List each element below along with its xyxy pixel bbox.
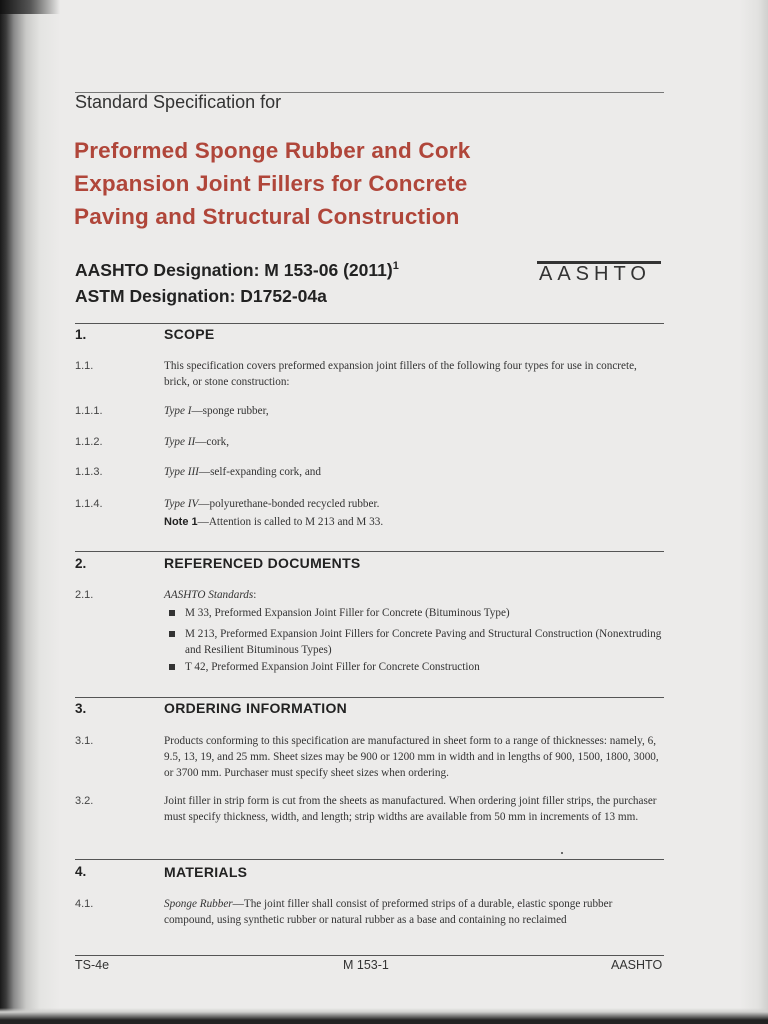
para-3-2-number: 3.2. bbox=[75, 795, 94, 807]
footnote-mark: 1 bbox=[392, 260, 399, 272]
section-4-number: 4. bbox=[75, 864, 87, 879]
section-rule bbox=[75, 697, 664, 698]
para-2-1-number: 2.1. bbox=[75, 589, 94, 601]
section-2-title: REFERENCED DOCUMENTS bbox=[164, 555, 361, 571]
para-1-1-2-text: Type II—cork, bbox=[164, 436, 230, 448]
para-1-1-1-text: Type I—sponge rubber, bbox=[164, 405, 269, 417]
section-rule bbox=[75, 859, 664, 860]
para-3-2-text: Joint filler in strip form is cut from the sheets as manufactured. When ordering joint filler strips, the purchaser must specify thickness, width, and length; strip widths are available from 50 mm in increments of 13 mm. bbox=[164, 795, 657, 823]
footer-rule bbox=[75, 955, 664, 956]
section-1-title: SCOPE bbox=[164, 326, 215, 342]
para-1-1-text: This specification covers preformed expansion joint fillers of the following four types for use in concrete, brick, or stone construction: bbox=[164, 360, 637, 388]
para-3-1-text: Products conforming to this specification are manufactured in sheet form to a range of thicknesses: namely, 6, 9.5, 13, 19, and 25 mm. Sheet sizes may be 900 or 1200 mm in width and in lengths of 900, 1500, 1800, 3000, or 3700 mm. Purchaser must specify sheet sizes when ordering. bbox=[164, 735, 659, 779]
title-line-3: Paving and Structural Construction bbox=[74, 204, 460, 229]
para-4-1-number: 4.1. bbox=[75, 898, 94, 910]
bullet-square-icon bbox=[169, 664, 175, 670]
logo-text: AASHTO bbox=[539, 263, 651, 285]
aashto-logo bbox=[537, 261, 661, 287]
document-title bbox=[74, 134, 634, 233]
bullet-square-icon bbox=[169, 631, 175, 637]
footer-left: TS-4e bbox=[75, 958, 110, 972]
para-4-1-text: Sponge Rubber—The joint filler shall consist of preformed strips of a durable, elastic sponge rubber compound, using synthetic rubber or natural rubber as a base and containing no reclaimed bbox=[164, 898, 613, 926]
title-line-2: Expansion Joint Fillers for Concrete bbox=[74, 171, 468, 196]
para-1-1-number: 1.1. bbox=[75, 360, 94, 372]
section-3-number: 3. bbox=[75, 701, 87, 716]
section-4-title: MATERIALS bbox=[164, 864, 248, 880]
para-1-1-3-number: 1.1.3. bbox=[75, 466, 103, 478]
spec-kicker: Standard Specification for bbox=[75, 92, 282, 112]
aashto-designation: AASHTO Designation: M 153-06 $(2011)^1$ bbox=[75, 260, 399, 280]
para-1-1-4-number: 1.1.4. bbox=[75, 498, 103, 510]
section-rule bbox=[75, 551, 664, 552]
bullet-square-icon bbox=[169, 610, 175, 616]
footer-page-number: M 153-1 bbox=[343, 958, 389, 972]
para-1-1-4-text: Type IV—polyurethane-bonded recycled rubber. bbox=[164, 498, 380, 510]
scan-shadow-bottom bbox=[0, 1008, 768, 1024]
scan-speck bbox=[561, 852, 563, 854]
para-1-1-3-text: Type III—self-expanding cork, and bbox=[164, 466, 321, 478]
section-3-title: ORDERING INFORMATION bbox=[164, 700, 348, 716]
section-2-number: 2. bbox=[75, 556, 87, 571]
section-rule bbox=[75, 323, 664, 324]
footer-right: AASHTO bbox=[611, 958, 663, 972]
para-2-1-label: AASHTO Standards: bbox=[164, 589, 257, 601]
reference-text: T 42, Preformed Expansion Joint Filler for Concrete Construction bbox=[185, 661, 480, 673]
astm-designation: ASTM Designation: D1752-04a bbox=[75, 286, 327, 306]
title-line-1: Preformed Sponge Rubber and Cork bbox=[74, 138, 471, 163]
note-1: Note 1—Attention is called to M 213 and M 33. bbox=[164, 516, 384, 528]
section-1-number: 1. bbox=[75, 327, 87, 342]
reference-text: M 33, Preformed Expansion Joint Filler for Concrete (Bituminous Type) bbox=[185, 607, 510, 619]
para-1-1-1-number: 1.1.1. bbox=[75, 405, 103, 417]
para-1-1-2-number: 1.1.2. bbox=[75, 436, 103, 448]
reference-text: M 213, Preformed Expansion Joint Fillers for Concrete Paving and Structural Construction (Nonextruding and Resilient Bituminous Types) bbox=[185, 628, 662, 656]
scan-shadow-top bbox=[0, 0, 60, 14]
designations bbox=[75, 253, 399, 309]
para-3-1-number: 3.1. bbox=[75, 735, 94, 747]
